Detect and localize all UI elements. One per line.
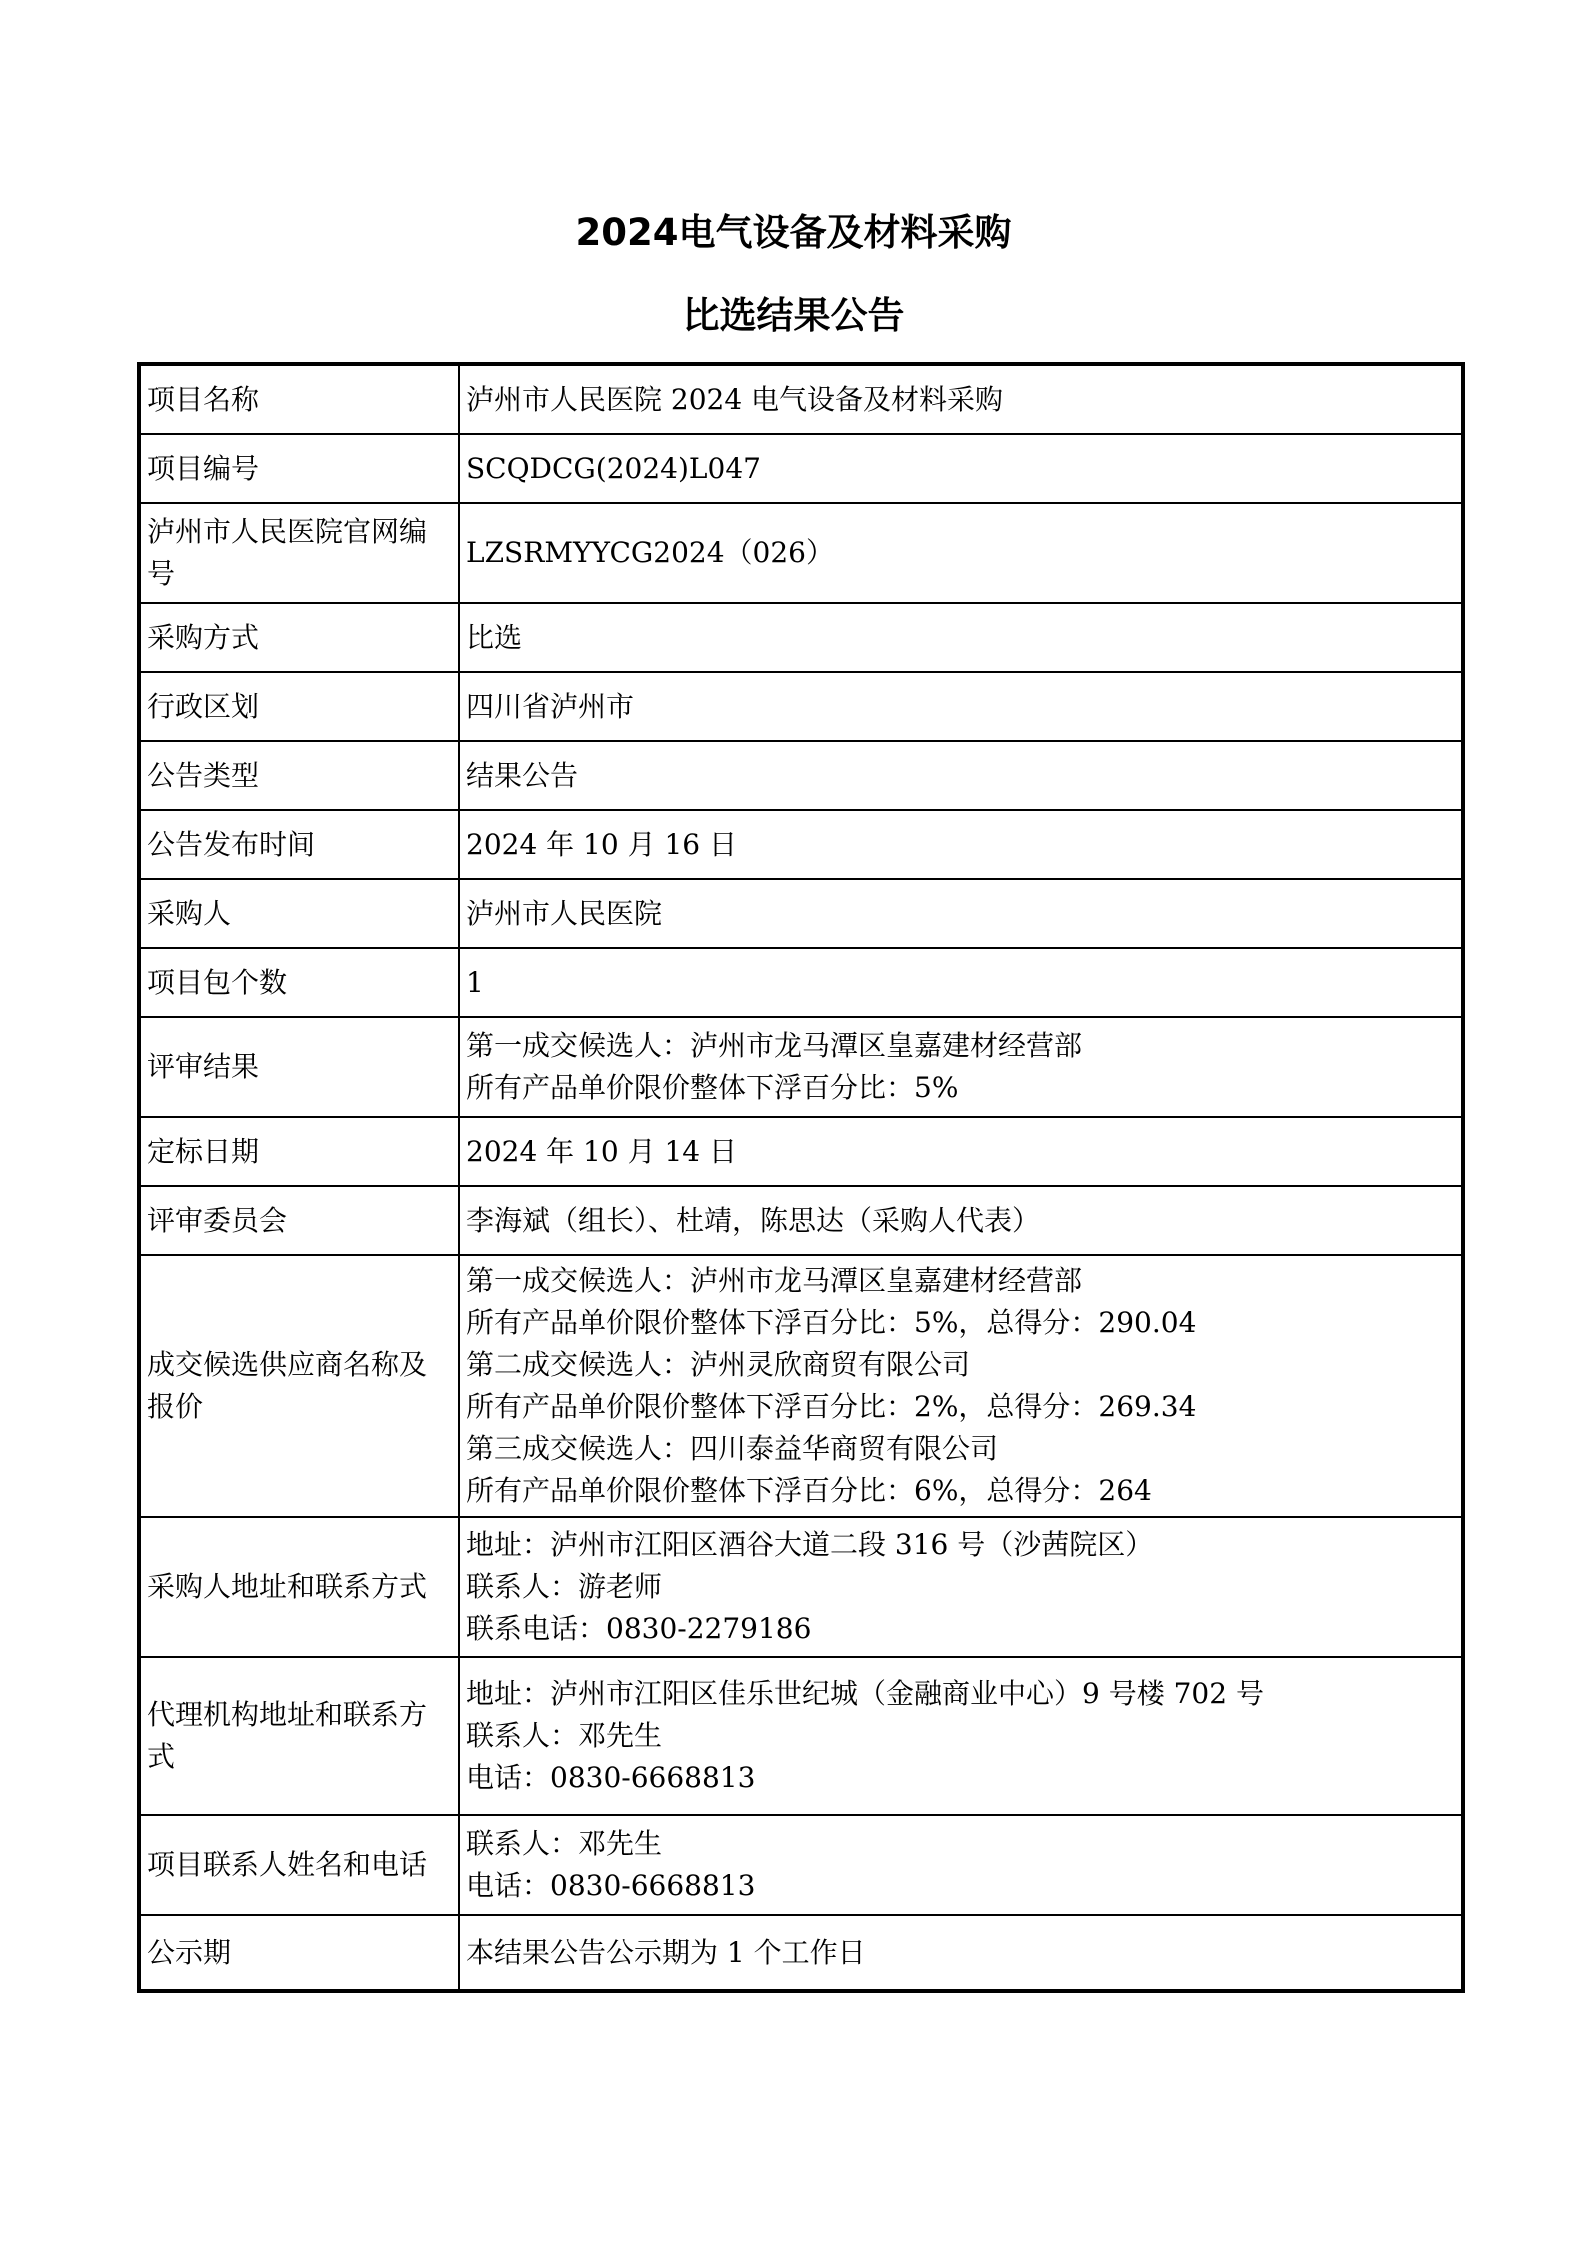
- row-value: 李海斌（组长）、杜靖，陈思达（采购人代表）: [459, 1186, 1463, 1255]
- row-value: 2024 年 10 月 16 日: [459, 810, 1463, 879]
- row-label: 评审委员会: [139, 1186, 459, 1255]
- row-value: 四川省泸州市: [459, 672, 1463, 741]
- table-row-publicity: [139, 1915, 1463, 1991]
- value-line: 第二成交候选人：泸州灵欣商贸有限公司: [466, 1348, 971, 1381]
- value-line: 电话：0830-6668813: [466, 1761, 756, 1794]
- row-label: 公示期: [139, 1915, 459, 1991]
- row-value: LZSRMYYCG2024（026）: [459, 503, 1463, 603]
- row-label: 项目包个数: [139, 948, 459, 1017]
- value-line: 联系人：游老师: [466, 1570, 663, 1603]
- table-row-award-date: [139, 1117, 1463, 1186]
- value-line: 第一成交候选人：泸州市龙马潭区皇嘉建材经营部: [466, 1264, 1083, 1297]
- row-value: [459, 1255, 1463, 1517]
- table-row-region: [139, 672, 1463, 741]
- table-row-project-name: [139, 364, 1463, 434]
- row-value: 结果公告: [459, 741, 1463, 810]
- value-line: 所有产品单价限价整体下浮百分比：5%: [466, 1071, 959, 1104]
- row-label: 项目名称: [139, 364, 459, 434]
- row-label: 采购人地址和联系方式: [139, 1517, 459, 1657]
- value-line: 联系人：邓先生: [466, 1827, 663, 1860]
- value-line: 第一成交候选人：泸州市龙马潭区皇嘉建材经营部: [466, 1029, 1083, 1062]
- row-value: 本结果公告公示期为 1 个工作日: [459, 1915, 1463, 1991]
- table-row-hospital-code: [139, 503, 1463, 603]
- row-value: 1: [459, 948, 1463, 1017]
- row-value: [459, 1017, 1463, 1117]
- table-row-publish-time: [139, 810, 1463, 879]
- row-label: 项目编号: [139, 434, 459, 503]
- row-label: 代理机构地址和联系方式: [139, 1657, 459, 1815]
- row-value: 泸州市人民医院: [459, 879, 1463, 948]
- row-value: [459, 1815, 1463, 1915]
- value-line: 联系人：邓先生: [466, 1719, 663, 1752]
- row-label: 公告发布时间: [139, 810, 459, 879]
- row-value: 比选: [459, 603, 1463, 672]
- table-row-notice-type: [139, 741, 1463, 810]
- value-line: 所有产品单价限价整体下浮百分比：5%，总得分：290.04: [466, 1306, 1197, 1339]
- row-label: 采购人: [139, 879, 459, 948]
- value-line: 联系电话：0830-2279186: [466, 1612, 812, 1645]
- table-row-agency-contact: [139, 1657, 1463, 1815]
- row-label: 项目联系人姓名和电话: [139, 1815, 459, 1915]
- value-line: 地址：泸州市江阳区佳乐世纪城（金融商业中心）9 号楼 702 号: [466, 1677, 1264, 1710]
- row-label: 公告类型: [139, 741, 459, 810]
- row-label: 行政区划: [139, 672, 459, 741]
- document-title: 2024电气设备及材料采购: [575, 211, 1012, 254]
- row-value: [459, 1517, 1463, 1657]
- table-row-review-result: [139, 1017, 1463, 1117]
- table-row-purchaser: [139, 879, 1463, 948]
- table-row-project-contact: [139, 1815, 1463, 1915]
- value-line: 所有产品单价限价整体下浮百分比：6%，总得分：264: [466, 1474, 1152, 1507]
- row-value: 2024 年 10 月 14 日: [459, 1117, 1463, 1186]
- row-label: 评审结果: [139, 1017, 459, 1117]
- table-row-project-code: [139, 434, 1463, 503]
- row-label: 采购方式: [139, 603, 459, 672]
- row-value: [459, 1657, 1463, 1815]
- table-row-package-count: [139, 948, 1463, 1017]
- table-row-committee: [139, 1186, 1463, 1255]
- table-row-candidates: [139, 1255, 1463, 1517]
- row-label: 成交候选供应商名称及报价: [139, 1255, 459, 1517]
- table-row-method: [139, 603, 1463, 672]
- row-label: 泸州市人民医院官网编号: [139, 503, 459, 603]
- row-label: 定标日期: [139, 1117, 459, 1186]
- value-line: 电话：0830-6668813: [466, 1869, 756, 1902]
- notice-table: [137, 362, 1465, 1993]
- row-value: SCQDCG(2024)L047: [459, 434, 1463, 503]
- value-line: 地址：泸州市江阳区酒谷大道二段 316 号（沙茜院区）: [466, 1528, 1154, 1561]
- document-subtitle: 比选结果公告: [682, 294, 905, 337]
- value-line: 第三成交候选人：四川泰益华商贸有限公司: [466, 1432, 999, 1465]
- table-row-purchaser-contact: [139, 1517, 1463, 1657]
- value-line: 所有产品单价限价整体下浮百分比：2%，总得分：269.34: [466, 1390, 1197, 1423]
- row-value: 泸州市人民医院 2024 电气设备及材料采购: [459, 364, 1463, 434]
